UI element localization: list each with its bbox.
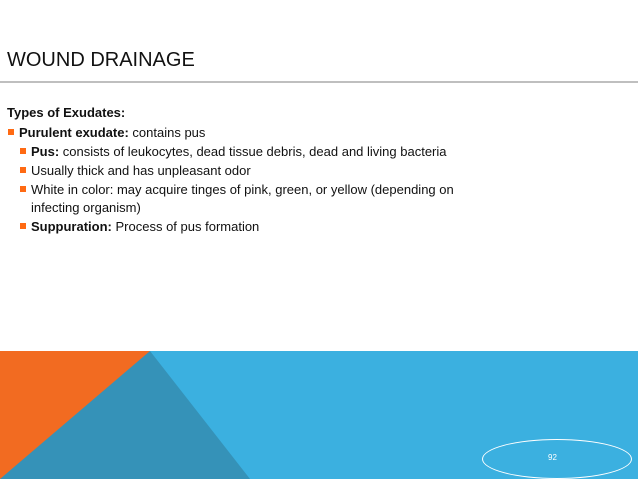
bullet-label: Pus: xyxy=(31,144,60,159)
bullet-square-icon xyxy=(8,129,14,135)
bullet-square-icon xyxy=(20,186,26,192)
slide-title: WOUND DRAINAGE xyxy=(7,49,195,71)
bullet-pus xyxy=(19,143,617,161)
page-number-oval xyxy=(482,439,632,479)
bullet-text: White in color: may acquire tinges of pink, green, or yellow (depending on infecting organism) xyxy=(31,182,454,215)
bullet-label: Suppuration: xyxy=(31,219,112,234)
bullet-purulent-exudate xyxy=(7,124,617,142)
slide-body xyxy=(7,104,617,237)
title-divider xyxy=(0,81,638,83)
bullet-text: contains pus xyxy=(128,125,206,140)
bullet-text: Usually thick and has unpleasant odor xyxy=(31,163,251,178)
page-number: 92 xyxy=(548,453,557,462)
bullet-color xyxy=(19,181,501,217)
bullet-text: Process of pus formation xyxy=(111,219,260,234)
bullet-square-icon xyxy=(20,167,26,173)
bullet-square-icon xyxy=(20,223,26,229)
bullet-suppuration xyxy=(19,218,617,236)
bullet-thick-odor xyxy=(19,162,617,180)
subheading: Types of Exudates: xyxy=(7,105,126,120)
bullet-text: consists of leukocytes, dead tissue debris, dead and living bacteria xyxy=(59,144,447,159)
bullet-square-icon xyxy=(20,148,26,154)
bullet-label: Purulent exudate: xyxy=(19,125,129,140)
